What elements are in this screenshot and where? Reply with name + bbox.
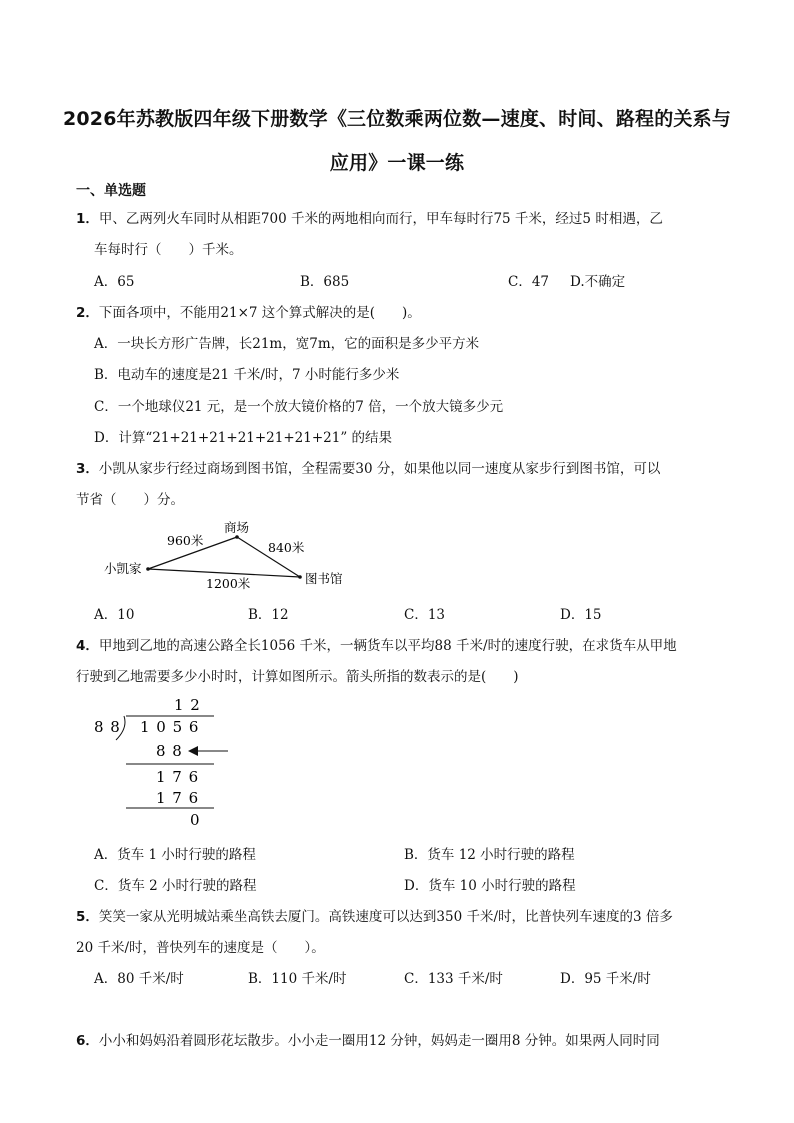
question-4-line-2: 行驶到乙地需要多少小时时，计算如图所示。箭头所指的数表示的是( ) [76,669,519,685]
option-b[interactable]: B．电动车的速度是21 千米/时，7 小时能行多少米 [94,367,400,383]
question-number: 3． [76,461,99,477]
option-c[interactable]: C．一个地球仪21 元，是一个放大镜价格的7 倍，一个放大镜多少元 [94,399,504,415]
option-d[interactable]: D．计算“21+21+21+21+21+21+21” 的结果 [94,430,393,446]
label-mall-library-distance: 840米 [268,540,305,555]
option-d[interactable]: D．货车 10 小时行驶的路程 [404,878,576,894]
long-division-diagram [90,692,240,832]
question-text: 下面各项中，不能用21×7 这个算式解决的是( )。 [98,305,421,321]
question-5-line-1 [76,905,673,925]
option-b[interactable]: B．685 [300,274,350,290]
label-mall: 商场 [224,520,250,535]
remainder: 0 [190,811,200,829]
quotient: 1 2 [174,696,201,714]
node-library [298,575,302,579]
question-text: 小小和妈妈沿着圆形花坛散步。小小走一圈用12 分钟，妈妈走一圈用8 分钟。如果两人同时同 [98,1033,660,1049]
node-mall [235,535,239,539]
option-c[interactable]: C．13 [404,607,446,623]
option-c[interactable]: C．货车 2 小时行驶的路程 [94,878,257,894]
option-d[interactable]: D．15 [560,607,602,623]
option-b[interactable]: B．12 [248,607,289,623]
question-number: 4． [76,638,99,654]
option-b[interactable]: B．110 千米/时 [248,971,347,987]
option-a[interactable]: A．10 [94,607,135,623]
option-b[interactable]: B．货车 12 小时行驶的路程 [404,847,575,863]
product-step-2: 1 7 6 [156,789,200,807]
node-home [146,567,150,571]
question-1-line-1 [76,207,663,227]
divisor: 8 8 [94,718,121,736]
question-3-line-1 [76,457,660,477]
option-c[interactable]: C．47 [508,274,550,290]
arrow-head-icon [188,746,198,756]
option-a[interactable]: A．80 千米/时 [94,971,184,987]
question-2-line-1 [76,301,421,321]
partial-dividend: 1 7 6 [156,768,200,786]
label-library: 图书馆 [305,571,343,586]
option-d[interactable]: D.不确定 [570,274,626,290]
route-triangle-diagram [100,515,360,595]
question-number: 5． [76,909,99,925]
question-4-line-1 [76,634,677,654]
document-title-line-2: 应用》一课一练 [329,152,465,174]
label-home: 小凯家 [104,561,142,576]
question-6-line-1 [76,1029,660,1049]
label-home-mall-distance: 960米 [167,533,204,548]
question-text: 笑笑一家从光明城站乘坐高铁去厦门。高铁速度可以达到350 千米/时，比普快列车速度的3 倍多 [98,909,673,925]
dividend: 1 0 5 6 [140,718,200,736]
question-text: 甲、乙两列火车同时从相距700 千米的两地相向而行，甲车每时行75 千米，经过5 时相遇，乙 [98,211,663,227]
section-heading: 一、单选题 [76,183,146,199]
question-3-line-2: 节省（ ）分。 [76,492,184,508]
document-title-line-1: 2026年苏教版四年级下册数学《三位数乘两位数—速度、时间、路程的关系与 [62,108,732,130]
question-text: 小凯从家步行经过商场到图书馆，全程需要30 分，如果他以同一速度从家步行到图书馆，可以 [98,461,661,477]
question-number: 6． [76,1033,99,1049]
question-number: 2． [76,305,99,321]
question-text: 甲地到乙地的高速公路全长1056 千米，一辆货车以平均88 千米/时的速度行驶，在求货车从甲地 [98,638,677,654]
product-step-1: 8 8 [156,742,183,760]
option-a[interactable]: A．65 [94,274,135,290]
question-1-line-2: 车每时行（ ）千米。 [94,242,243,258]
option-a[interactable]: A．一块长方形广告牌，长21m，宽7m，它的面积是多少平方米 [94,336,480,352]
question-number: 1． [76,211,99,227]
option-c[interactable]: C．133 千米/时 [404,971,503,987]
option-d[interactable]: D．95 千米/时 [560,971,651,987]
label-home-library-distance: 1200米 [206,576,251,591]
question-5-line-2: 20 千米/时，普快列车的速度是（ ）。 [76,940,325,956]
option-a[interactable]: A．货车 1 小时行驶的路程 [94,847,256,863]
